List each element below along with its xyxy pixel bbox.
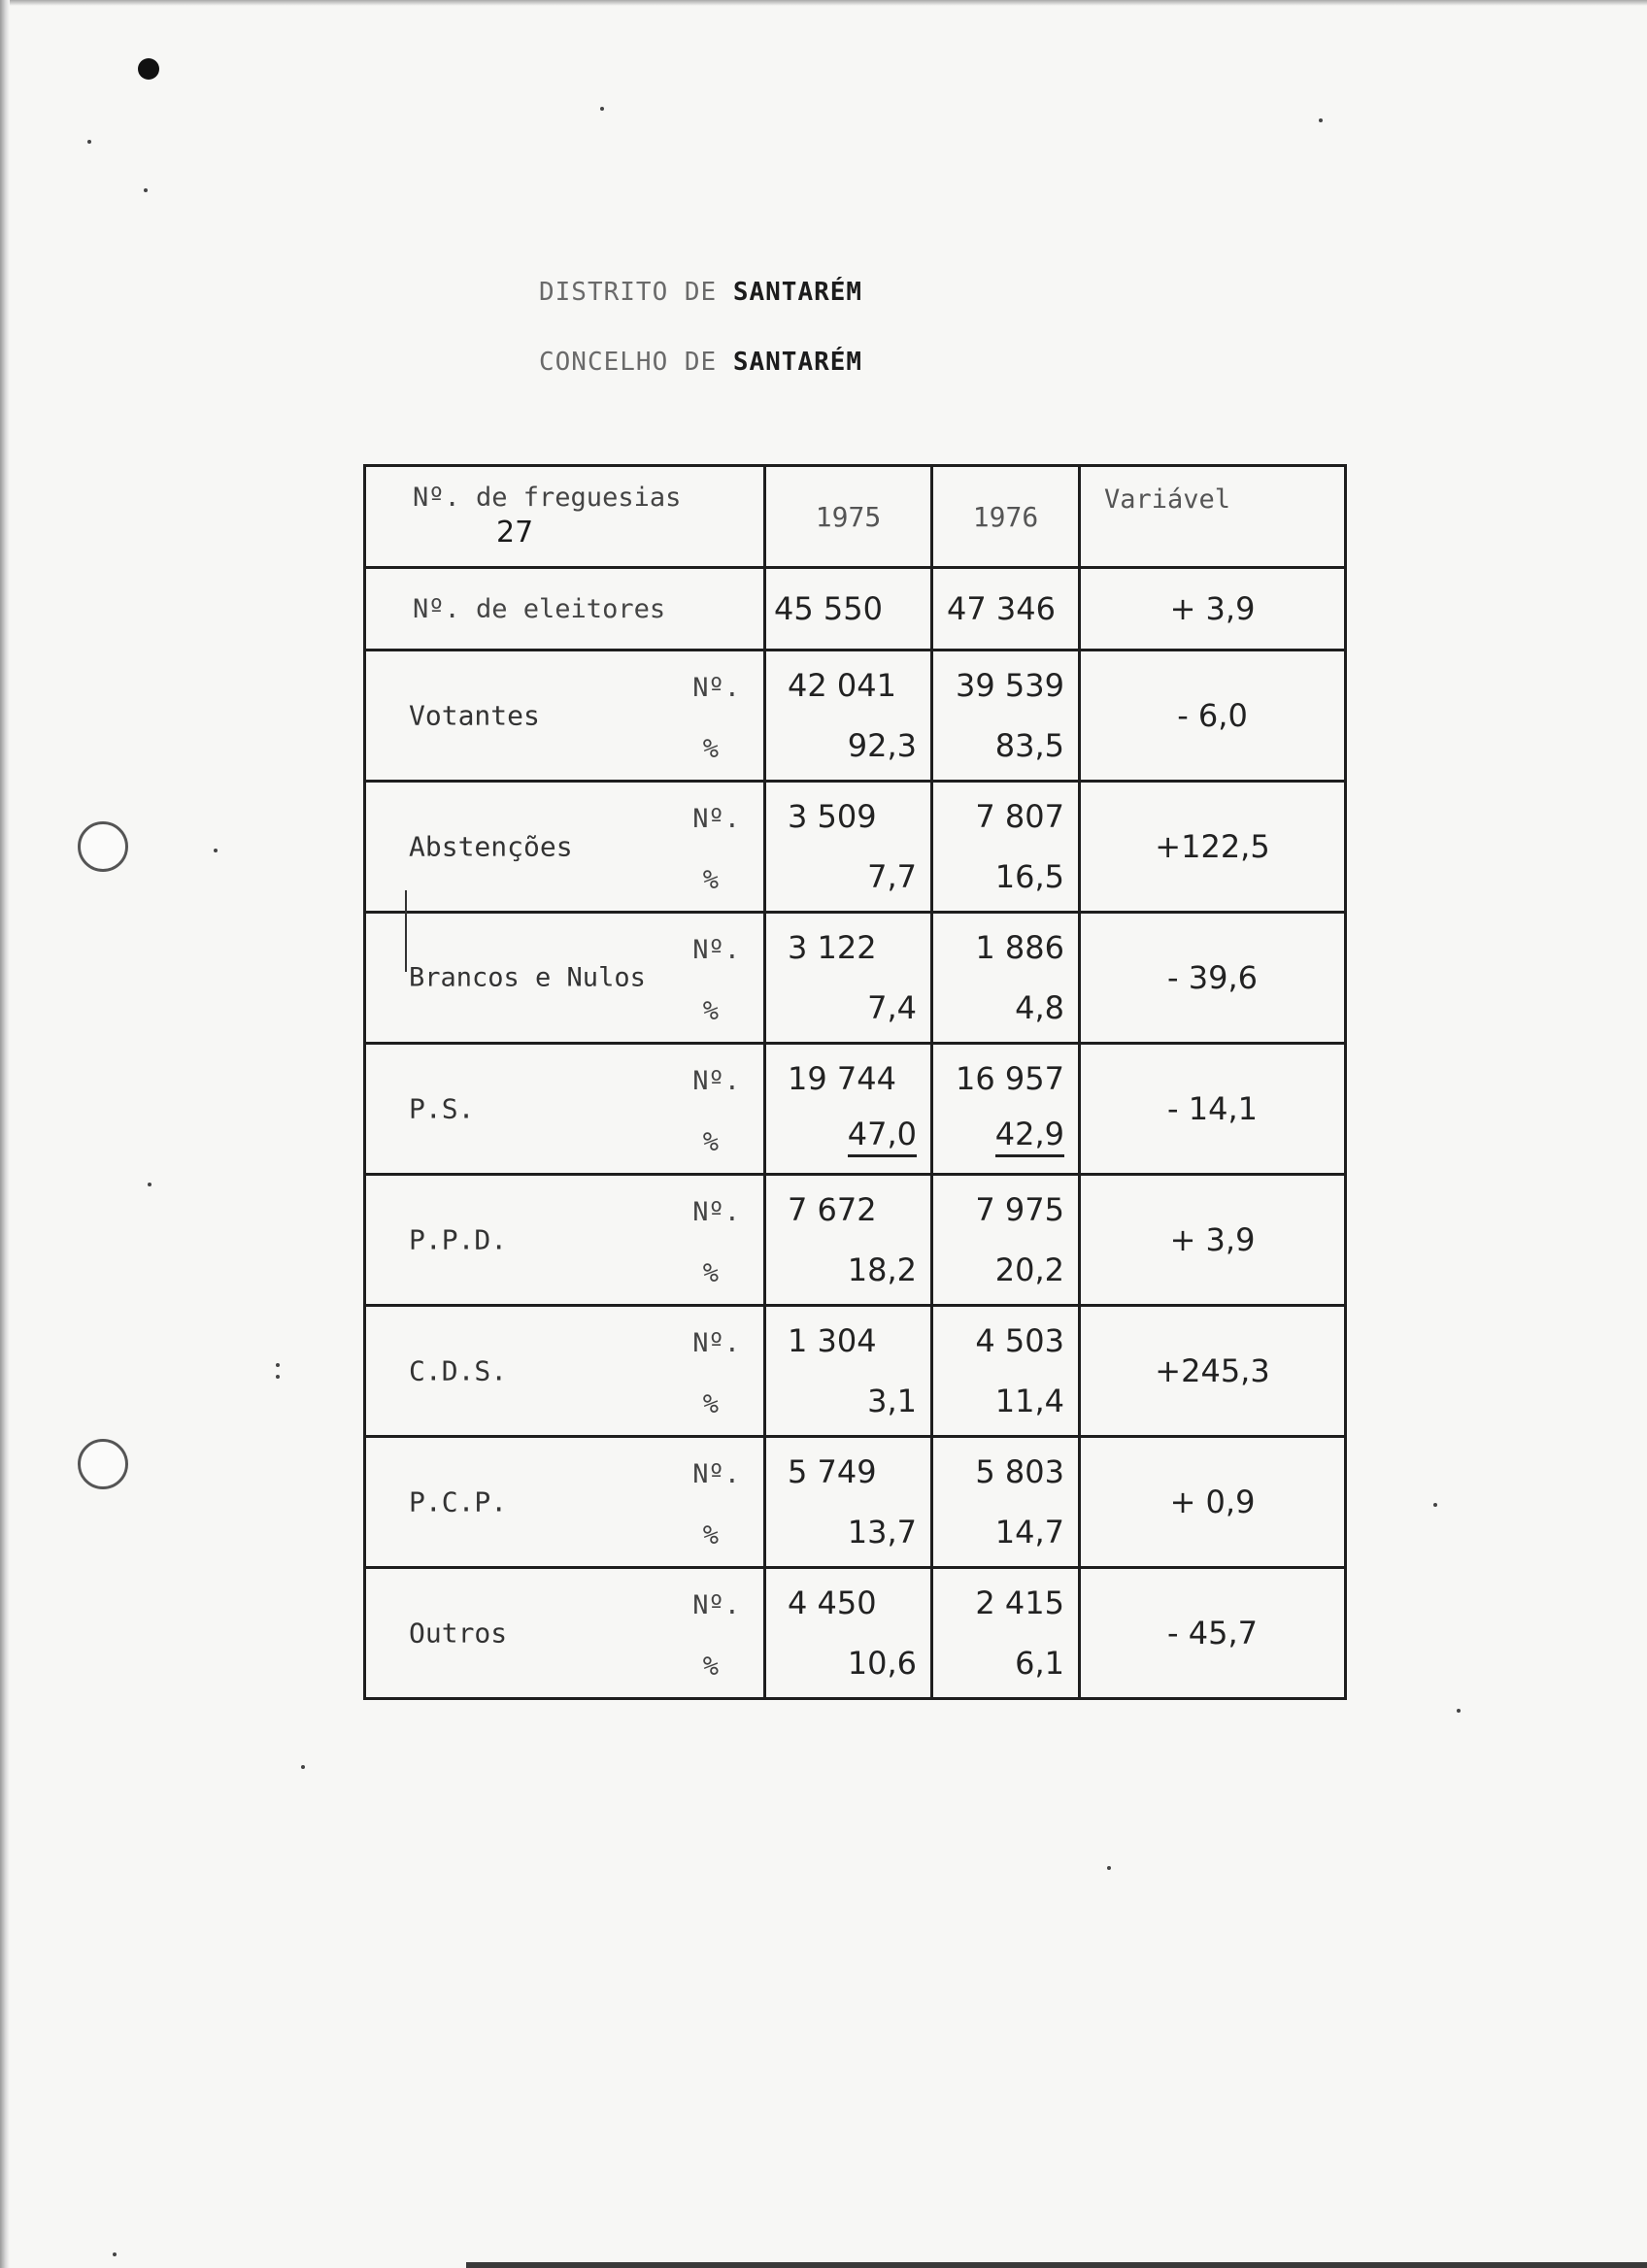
speck — [1457, 1709, 1461, 1713]
percent-1976: 4,8 — [1015, 989, 1064, 1026]
district-name: SANTARÉM — [732, 278, 863, 307]
speck — [148, 1183, 151, 1186]
district-label: DISTRITO DE — [539, 278, 718, 307]
municipality-heading — [539, 348, 862, 377]
district-heading — [539, 278, 862, 307]
table-row — [365, 1306, 1346, 1437]
variation-value: - 45,7 — [1080, 1568, 1346, 1699]
electors-row — [365, 568, 1346, 650]
percent-1976: 83,5 — [994, 727, 1064, 764]
value-1976-cell — [932, 782, 1080, 913]
percent-1975: 7,7 — [867, 858, 917, 895]
row-label-cell — [365, 1175, 765, 1306]
percent-1975: 10,6 — [847, 1645, 917, 1682]
unit-percent: % — [702, 1520, 719, 1551]
percent-1975: 18,2 — [847, 1251, 917, 1288]
value-1976-cell — [932, 913, 1080, 1044]
percent-1976: 16,5 — [994, 858, 1064, 895]
municipality-label: CONCELHO DE — [539, 348, 718, 377]
variation-header: Variável — [1080, 466, 1346, 568]
speck — [214, 849, 218, 852]
percent-1976: 42,9 — [995, 1116, 1064, 1157]
unit-number: Nº. — [692, 1066, 740, 1096]
value-1975-cell — [765, 1306, 932, 1437]
row-label-cell — [365, 1306, 765, 1437]
electors-variation: + 3,9 — [1080, 568, 1346, 650]
unit-number: Nº. — [692, 1197, 740, 1227]
row-name: Brancos e Nulos — [409, 962, 646, 993]
number-1976: 16 957 — [956, 1060, 1064, 1097]
row-name: Abstenções — [409, 830, 573, 863]
speck — [1107, 1866, 1111, 1870]
value-1975-cell — [765, 1568, 932, 1699]
page-edge-top — [0, 0, 1647, 6]
punch-hole-lower — [78, 1439, 128, 1489]
unit-number: Nº. — [692, 673, 740, 703]
parishes-label: Nº. de freguesias — [413, 483, 682, 514]
row-label-cell — [365, 650, 765, 782]
header-row — [365, 466, 1346, 568]
row-label-cell — [365, 782, 765, 913]
number-1976: 2 415 — [975, 1584, 1064, 1621]
percent-1976: 6,1 — [1015, 1645, 1064, 1682]
unit-percent: % — [702, 734, 719, 764]
value-1976-cell — [932, 1437, 1080, 1568]
row-name: Votantes — [409, 699, 540, 732]
percent-1976: 20,2 — [994, 1251, 1064, 1288]
variation-value: - 14,1 — [1080, 1044, 1346, 1175]
unit-number: Nº. — [692, 1328, 740, 1358]
municipality-name: SANTARÉM — [732, 348, 863, 377]
value-1975-cell — [765, 1437, 932, 1568]
value-1975-cell — [765, 913, 932, 1044]
variation-value: - 6,0 — [1080, 650, 1346, 782]
parishes-header-cell — [365, 466, 765, 568]
speck — [1319, 118, 1323, 122]
row-name: P.P.D. — [409, 1223, 508, 1256]
variation-value: +245,3 — [1080, 1306, 1346, 1437]
value-1975-cell — [765, 1044, 932, 1175]
unit-number: Nº. — [692, 1459, 740, 1489]
row-name: P.S. — [409, 1092, 475, 1125]
variation-value: - 39,6 — [1080, 913, 1346, 1044]
row-label-cell — [365, 1568, 765, 1699]
speck — [600, 107, 604, 111]
variation-value: + 0,9 — [1080, 1437, 1346, 1568]
number-1976: 7 807 — [975, 798, 1064, 835]
parishes-count: 27 — [496, 516, 534, 550]
row-label-cell — [365, 913, 765, 1044]
value-1975-cell — [765, 1175, 932, 1306]
unit-percent: % — [702, 1389, 719, 1419]
table-row — [365, 913, 1346, 1044]
value-1975-cell — [765, 782, 932, 913]
row-label-cell — [365, 1044, 765, 1175]
page-edge-bottom — [466, 2262, 1647, 2268]
value-1976-cell — [932, 1306, 1080, 1437]
percent-1975: 3,1 — [867, 1383, 917, 1419]
number-1976: 4 503 — [975, 1322, 1064, 1359]
unit-percent: % — [702, 865, 719, 895]
percent-1975: 47,0 — [848, 1116, 917, 1157]
year-1976-header: 1976 — [932, 466, 1080, 568]
value-1976-cell — [932, 1044, 1080, 1175]
speck — [301, 1765, 305, 1769]
percent-1975: 7,4 — [867, 989, 917, 1026]
table-row — [365, 1568, 1346, 1699]
number-1976: 5 803 — [975, 1453, 1064, 1490]
unit-percent: % — [702, 1127, 719, 1157]
unit-number: Nº. — [692, 804, 740, 834]
ink-blot — [138, 58, 159, 80]
row-label-cell — [365, 1437, 765, 1568]
number-1975: 3 122 — [788, 929, 877, 966]
number-1976: 39 539 — [956, 667, 1064, 704]
value-1976-cell — [932, 1175, 1080, 1306]
number-1976: 7 975 — [975, 1191, 1064, 1228]
value-1976-cell — [932, 650, 1080, 782]
speck — [87, 140, 91, 144]
electors-1976: 47 346 — [932, 568, 1080, 650]
punch-hole-upper — [78, 821, 128, 872]
variation-value: +122,5 — [1080, 782, 1346, 913]
row-name: P.C.P. — [409, 1485, 508, 1518]
number-1975: 42 041 — [788, 667, 896, 704]
unit-percent: % — [702, 1651, 719, 1682]
speck — [276, 1375, 280, 1379]
table-row — [365, 782, 1346, 913]
number-1975: 1 304 — [788, 1322, 877, 1359]
table-row — [365, 1175, 1346, 1306]
election-results-table — [363, 464, 1347, 1700]
table-row — [365, 650, 1346, 782]
number-1975: 5 749 — [788, 1453, 877, 1490]
number-1975: 7 672 — [788, 1191, 877, 1228]
speck — [113, 2252, 117, 2256]
number-1976: 1 886 — [975, 929, 1064, 966]
percent-1976: 11,4 — [994, 1383, 1064, 1419]
number-1975: 19 744 — [788, 1060, 896, 1097]
unit-percent: % — [702, 1258, 719, 1288]
table-row — [365, 1044, 1346, 1175]
percent-1976: 14,7 — [994, 1514, 1064, 1551]
electors-1975: 45 550 — [765, 568, 932, 650]
unit-number: Nº. — [692, 1590, 740, 1620]
speck — [1433, 1503, 1437, 1507]
unit-percent: % — [702, 996, 719, 1026]
page-edge-left — [0, 0, 10, 2268]
number-1975: 4 450 — [788, 1584, 877, 1621]
table-row — [365, 1437, 1346, 1568]
number-1975: 3 509 — [788, 798, 877, 835]
pencil-mark — [405, 890, 407, 972]
percent-1975: 92,3 — [847, 727, 917, 764]
value-1975-cell — [765, 650, 932, 782]
unit-number: Nº. — [692, 935, 740, 965]
row-name: Outros — [409, 1617, 508, 1650]
percent-1975: 13,7 — [847, 1514, 917, 1551]
speck — [276, 1363, 280, 1367]
electors-label: Nº. de eleitores — [365, 568, 765, 650]
speck — [144, 188, 148, 192]
value-1976-cell — [932, 1568, 1080, 1699]
variation-value: + 3,9 — [1080, 1175, 1346, 1306]
year-1975-header: 1975 — [765, 466, 932, 568]
row-name: C.D.S. — [409, 1354, 508, 1387]
